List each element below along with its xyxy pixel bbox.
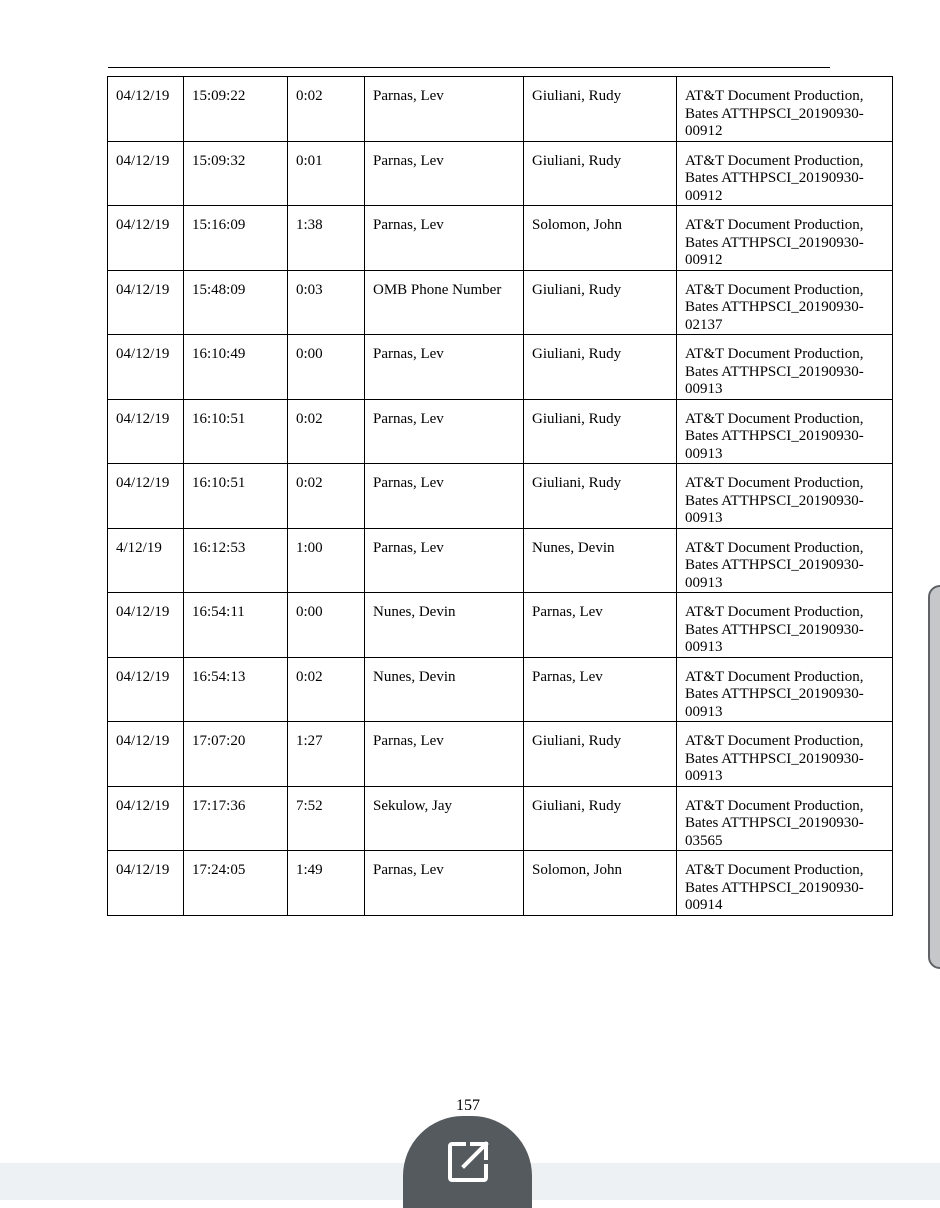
cell-duration: 0:02 — [288, 464, 365, 529]
cell-duration: 0:03 — [288, 270, 365, 335]
cell-source: AT&T Document Production, Bates ATTHPSCI_20190930-00913 — [677, 593, 893, 658]
table-row — [108, 399, 893, 464]
cell-source: AT&T Document Production, Bates ATTHPSCI_20190930-00913 — [677, 528, 893, 593]
table-row — [108, 270, 893, 335]
cell-time: 16:10:49 — [184, 335, 288, 400]
cell-date: 04/12/19 — [108, 206, 184, 271]
cell-date: 04/12/19 — [108, 399, 184, 464]
table-row — [108, 851, 893, 916]
cell-date: 04/12/19 — [108, 335, 184, 400]
table-row — [108, 593, 893, 658]
cell-recipient: Giuliani, Rudy — [524, 141, 677, 206]
cell-duration: 0:01 — [288, 141, 365, 206]
cell-recipient: Solomon, John — [524, 851, 677, 916]
cell-duration: 0:00 — [288, 335, 365, 400]
cell-date: 04/12/19 — [108, 593, 184, 658]
cell-caller: Nunes, Devin — [365, 657, 524, 722]
cell-time: 16:10:51 — [184, 464, 288, 529]
cell-date: 04/12/19 — [108, 270, 184, 335]
cell-time: 15:16:09 — [184, 206, 288, 271]
table-row — [108, 722, 893, 787]
cell-time: 15:48:09 — [184, 270, 288, 335]
cell-date: 04/12/19 — [108, 141, 184, 206]
cell-source: AT&T Document Production, Bates ATTHPSCI_20190930-00913 — [677, 657, 893, 722]
call-log-body — [108, 77, 893, 916]
cell-source: AT&T Document Production, Bates ATTHPSCI_20190930-00913 — [677, 399, 893, 464]
cell-time: 15:09:22 — [184, 77, 288, 142]
cell-source: AT&T Document Production, Bates ATTHPSCI_20190930-00914 — [677, 851, 893, 916]
table-row — [108, 657, 893, 722]
cell-recipient: Giuliani, Rudy — [524, 77, 677, 142]
cell-caller: Parnas, Lev — [365, 206, 524, 271]
cell-caller: Parnas, Lev — [365, 399, 524, 464]
table-row — [108, 786, 893, 851]
cell-caller: Parnas, Lev — [365, 528, 524, 593]
cell-caller: Parnas, Lev — [365, 722, 524, 787]
table-row — [108, 528, 893, 593]
cell-caller: Parnas, Lev — [365, 77, 524, 142]
header-rule — [108, 67, 830, 68]
cell-caller: Parnas, Lev — [365, 851, 524, 916]
cell-recipient: Giuliani, Rudy — [524, 335, 677, 400]
cell-caller: Nunes, Devin — [365, 593, 524, 658]
cell-date: 04/12/19 — [108, 464, 184, 529]
cell-time: 16:54:11 — [184, 593, 288, 658]
cell-recipient: Giuliani, Rudy — [524, 786, 677, 851]
cell-caller: Sekulow, Jay — [365, 786, 524, 851]
cell-time: 17:07:20 — [184, 722, 288, 787]
table-row — [108, 464, 893, 529]
scroll-handle[interactable] — [928, 585, 940, 969]
cell-duration: 0:02 — [288, 399, 365, 464]
open-external-button[interactable] — [403, 1116, 532, 1208]
cell-duration: 0:02 — [288, 77, 365, 142]
call-log-table — [107, 76, 893, 916]
cell-duration: 0:00 — [288, 593, 365, 658]
cell-recipient: Giuliani, Rudy — [524, 399, 677, 464]
cell-source: AT&T Document Production, Bates ATTHPSCI_20190930-00913 — [677, 722, 893, 787]
cell-source: AT&T Document Production, Bates ATTHPSCI_20190930-02137 — [677, 270, 893, 335]
cell-date: 4/12/19 — [108, 528, 184, 593]
cell-time: 16:10:51 — [184, 399, 288, 464]
cell-time: 17:24:05 — [184, 851, 288, 916]
cell-source: AT&T Document Production, Bates ATTHPSCI_20190930-00912 — [677, 141, 893, 206]
cell-time: 16:12:53 — [184, 528, 288, 593]
cell-duration: 1:49 — [288, 851, 365, 916]
cell-source: AT&T Document Production, Bates ATTHPSCI_20190930-03565 — [677, 786, 893, 851]
page-number: 157 — [456, 1097, 480, 1114]
table-row — [108, 335, 893, 400]
cell-source: AT&T Document Production, Bates ATTHPSCI_20190930-00913 — [677, 335, 893, 400]
table-row — [108, 206, 893, 271]
cell-recipient: Giuliani, Rudy — [524, 722, 677, 787]
cell-caller: OMB Phone Number — [365, 270, 524, 335]
cell-caller: Parnas, Lev — [365, 464, 524, 529]
cell-recipient: Solomon, John — [524, 206, 677, 271]
cell-date: 04/12/19 — [108, 786, 184, 851]
open-in-new-icon — [446, 1140, 490, 1184]
cell-recipient: Parnas, Lev — [524, 593, 677, 658]
cell-duration: 1:00 — [288, 528, 365, 593]
cell-date: 04/12/19 — [108, 851, 184, 916]
cell-source: AT&T Document Production, Bates ATTHPSCI_20190930-00912 — [677, 77, 893, 142]
cell-recipient: Parnas, Lev — [524, 657, 677, 722]
cell-duration: 0:02 — [288, 657, 365, 722]
cell-duration: 1:38 — [288, 206, 365, 271]
cell-recipient: Giuliani, Rudy — [524, 464, 677, 529]
cell-recipient: Nunes, Devin — [524, 528, 677, 593]
table-row — [108, 141, 893, 206]
cell-date: 04/12/19 — [108, 77, 184, 142]
cell-duration: 7:52 — [288, 786, 365, 851]
cell-caller: Parnas, Lev — [365, 141, 524, 206]
cell-time: 16:54:13 — [184, 657, 288, 722]
cell-recipient: Giuliani, Rudy — [524, 270, 677, 335]
cell-time: 17:17:36 — [184, 786, 288, 851]
cell-date: 04/12/19 — [108, 657, 184, 722]
cell-duration: 1:27 — [288, 722, 365, 787]
cell-date: 04/12/19 — [108, 722, 184, 787]
cell-caller: Parnas, Lev — [365, 335, 524, 400]
cell-time: 15:09:32 — [184, 141, 288, 206]
cell-source: AT&T Document Production, Bates ATTHPSCI_20190930-00912 — [677, 206, 893, 271]
cell-source: AT&T Document Production, Bates ATTHPSCI_20190930-00913 — [677, 464, 893, 529]
table-row — [108, 77, 893, 142]
